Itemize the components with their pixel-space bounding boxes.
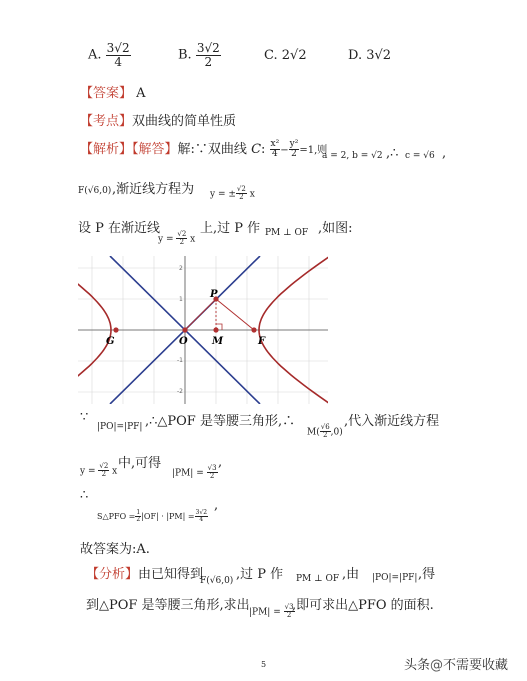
conclusion: 故答案为:A. [80,542,150,557]
answer-line [80,82,146,101]
point-g [113,327,118,332]
a-b-values [322,151,383,161]
watermark-brand: 头条 [404,658,431,673]
therefore-1: ,∴ [386,146,399,161]
area-expr [97,510,208,524]
line-eq-2 [80,463,117,479]
asym-eq-frac [236,186,247,202]
page-number: 5 [261,660,267,669]
zhong-text: 中,可得 [118,456,162,471]
label-m: M [212,336,224,347]
because-sign: ∵ [80,410,89,425]
m-coord-den: 2 [322,431,328,440]
b-value: , b = √2 [346,151,383,161]
option-a-letter: A. [88,47,102,63]
y2-den: 2 [291,149,297,159]
line-eq-2-num: √2 [99,462,109,470]
point-m [213,327,218,332]
fenxi-t1: 由已知得到 [138,567,204,582]
analysis-tag: 【解析】 [80,142,133,157]
tick-y-neg2: -2 [177,388,183,395]
pm-perp-2: PM ⊥ OF [296,574,340,584]
line-eq-1 [158,231,195,247]
line-eq-1-den: 2 [179,238,185,247]
pm-eq-2: |PM| = [249,607,281,618]
pm-eq-1: |PM| = [172,468,204,479]
point-text: 双曲线的简单性质 [132,114,237,129]
point-f [251,327,256,332]
answer-value: A [136,86,146,101]
let-p-text: 设 P 在渐近线 [78,221,161,236]
m-coord-num: √6 [320,423,330,431]
pm-den-1: 2 [209,472,215,481]
tick-y-2: 2 [179,265,183,272]
line-eq-1-num: √2 [177,230,187,238]
minus-sign: − [280,145,289,156]
y2-num: y² [289,138,299,149]
option-a-num: 3√2 [106,41,130,55]
pm-perp-1: PM ⊥ OF [265,228,309,238]
point-line [80,110,236,129]
s-mid: |OF| · |PM| = [141,511,195,521]
line-eq-1-frac [176,231,187,247]
asym-eq [210,186,255,202]
asym-eq-den: 2 [239,193,244,202]
option-a [88,42,131,68]
asym-eq-y: y = ± [210,189,236,200]
point-o [182,327,187,332]
watermark [404,654,508,673]
tick-y-neg1: -1 [177,357,183,364]
option-c-value: 2√2 [281,48,307,63]
s-num: 3√2 [195,509,208,516]
answer-tag: 【答案】 [80,86,133,101]
pm-num-1: √3 [207,464,217,472]
comma-3: , [214,498,219,513]
s-label: S△PFO = [97,511,136,521]
option-a-fraction [106,42,131,68]
pm-value-1 [172,465,218,481]
s-den: 4 [199,516,204,524]
option-b-letter: B. [178,47,192,63]
m-coord-m: M( [307,427,320,438]
option-d-letter: D. [348,48,363,63]
hyperbola-graph [78,256,328,404]
line-eq-2-frac [98,463,109,479]
fenxi-t3: ,由 [342,567,360,582]
m-coord-end: ,0) [330,427,343,438]
option-b-fraction [196,42,221,68]
c-value: c = √6 [405,151,435,161]
label-p: P [210,289,218,300]
watermark-name: 不需要收藏 [443,658,509,673]
focus-coord: F(√6,0) [78,186,112,196]
comma-2: , [218,455,223,470]
po-pf-1: |PO|=|PF| [97,422,143,432]
on-draw-text: 上,过 P 作 [200,221,261,236]
line-eq-2-x: x [112,466,118,477]
option-b-den: 2 [204,54,213,69]
fenxi-tag: 【分析】 [86,567,139,582]
half-den: 2 [136,516,141,524]
x2-over-4 [270,140,281,160]
po-pf-2: |PO|=|PF| [372,573,418,583]
sub-text: ,代入渐近线方程 [344,414,440,429]
line-eq-1-y: y = [158,234,174,245]
fenxi-focus: F(√6,0) [200,576,234,586]
line-eq-2-den: 2 [101,470,107,479]
option-a-den: 4 [114,54,122,69]
label-o: O [179,336,188,347]
option-d [348,48,391,63]
analysis-line-1 [80,138,327,159]
m-coord [307,424,343,440]
y2-over-2 [289,140,300,160]
watermark-at: @ [430,658,444,673]
curve-colon: : [261,142,266,157]
eq-one: =1,则 [299,145,328,156]
m-coord-frac [320,424,331,440]
iso-text: ,∴△POF 是等腰三角形,∴ [145,414,296,429]
fenxi-t5: 到△POF 是等腰三角形,求出 [86,598,250,613]
pm-value-2 [249,604,295,620]
label-f: F [258,336,266,347]
s-result-frac [195,510,208,524]
curve-name: C [251,142,262,157]
therefore-2: ∴ [80,488,89,503]
pm-den-2: 2 [286,611,292,620]
asym-eq-num: √2 [236,185,246,193]
asym-eq-x: x [249,189,255,200]
x2-num: x² [270,138,280,149]
option-c-letter: C. [264,48,278,63]
line-eq-2-y: y = [80,466,96,477]
tick-y-1: 1 [179,296,183,303]
analysis-tag2: 【解答】 [132,142,178,157]
half-num: 1 [136,509,141,516]
option-c [264,48,307,63]
line-eq-1-x: x [190,234,196,245]
as-figure-text: ,如图: [318,221,353,236]
label-g: G [106,336,115,347]
comma-1: , [442,146,447,161]
fenxi-t2: ,过 P 作 [236,567,284,582]
analysis-intro: 解:∵双曲线 [177,142,247,157]
option-d-value: 3√2 [366,48,392,63]
asym-text: ,渐近线方程为 [112,182,195,197]
x2-den: 4 [272,149,278,159]
fenxi-t6: ,即可求出△PFO 的面积. [292,598,434,613]
pm-frac-1 [207,465,218,481]
pm-num-2: √3 [284,603,294,611]
fenxi-line-1 [86,563,203,582]
option-b-num: 3√2 [196,41,220,55]
option-b [178,42,221,68]
fenxi-t4: ,得 [418,567,436,582]
point-tag: 【考点】 [80,114,133,129]
a-value: a = 2 [322,151,347,161]
